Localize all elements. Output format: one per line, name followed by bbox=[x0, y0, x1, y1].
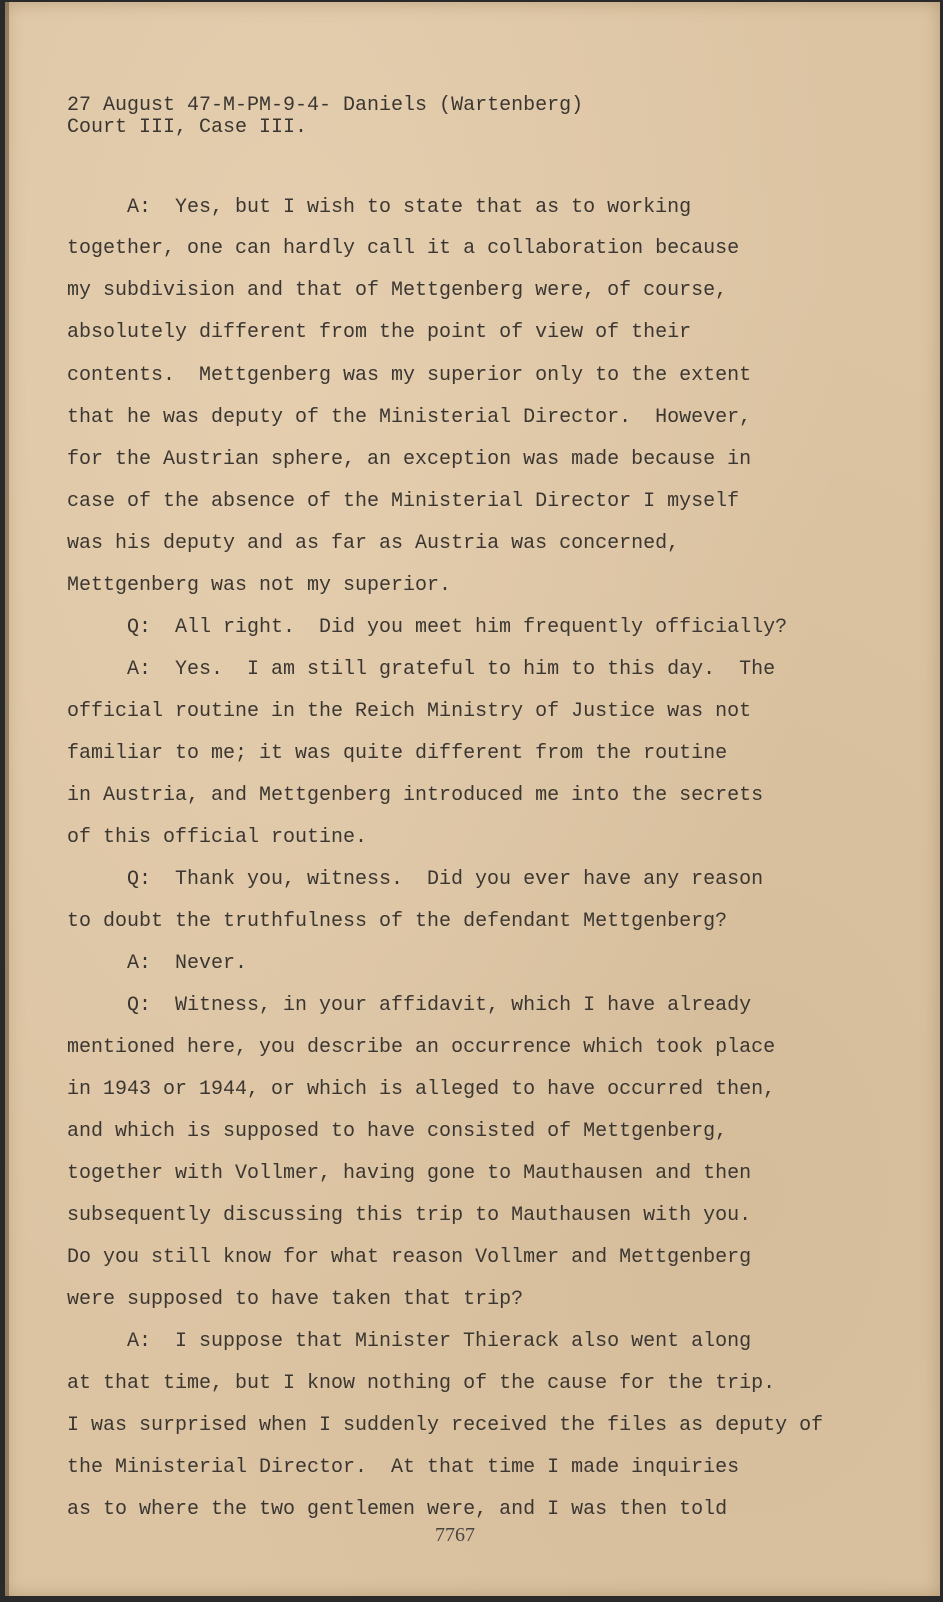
text-line: to doubt the truthfulness of the defendant Mettgenberg? bbox=[67, 910, 728, 933]
text-line: A: Yes. I am still grateful to him to this day. The bbox=[127, 658, 776, 681]
text-line: at that time, but I know nothing of the cause for the trip. bbox=[67, 1372, 776, 1395]
text-line: as to where the two gentlemen were, and I was then told bbox=[67, 1498, 728, 1521]
text-line: official routine in the Reich Ministry of Justice was not bbox=[67, 700, 752, 723]
text-line: the Ministerial Director. At that time I made inquiries bbox=[67, 1456, 740, 1479]
text-line: subsequently discussing this trip to Mauthausen with you. bbox=[67, 1204, 752, 1227]
text-line: I was surprised when I suddenly received the files as deputy of bbox=[67, 1414, 824, 1437]
page-edge-shadow bbox=[5, 2, 9, 1596]
text-line: my subdivision and that of Mettgenberg were, of course, bbox=[67, 279, 728, 302]
text-line: Q: All right. Did you meet him frequently officially? bbox=[127, 616, 788, 639]
text-line: mentioned here, you describe an occurrence which took place bbox=[67, 1036, 776, 1059]
text-line: A: Never. bbox=[127, 952, 248, 975]
transcript-header bbox=[67, 95, 583, 139]
header-line-court-case: Court III, Case III. bbox=[67, 116, 308, 139]
text-line: that he was deputy of the Ministerial Director. However, bbox=[67, 406, 752, 429]
text-line: for the Austrian sphere, an exception was made because in bbox=[67, 448, 752, 471]
text-line: and which is supposed to have consisted of Mettgenberg, bbox=[67, 1120, 728, 1143]
page-number: 7767 bbox=[435, 1524, 475, 1546]
text-line: Mettgenberg was not my superior. bbox=[67, 574, 452, 597]
text-line: contents. Mettgenberg was my superior only to the extent bbox=[67, 364, 752, 387]
text-line: together with Vollmer, having gone to Mauthausen and then bbox=[67, 1162, 752, 1185]
text-line: of this official routine. bbox=[67, 826, 368, 849]
text-line: Q: Witness, in your affidavit, which I have already bbox=[127, 994, 752, 1017]
text-line: A: Yes, but I wish to state that as to working bbox=[127, 196, 692, 219]
text-line: were supposed to have taken that trip? bbox=[67, 1288, 524, 1311]
text-line: in Austria, and Mettgenberg introduced me into the secrets bbox=[67, 784, 764, 807]
text-line: absolutely different from the point of view of their bbox=[67, 321, 692, 344]
text-line: Q: Thank you, witness. Did you ever have any reason bbox=[127, 868, 764, 891]
text-line: familiar to me; it was quite different from the routine bbox=[67, 742, 728, 765]
document-page bbox=[5, 2, 940, 1596]
text-line: was his deputy and as far as Austria was concerned, bbox=[67, 532, 680, 555]
text-line: case of the absence of the Ministerial Director I myself bbox=[67, 490, 740, 513]
text-line: together, one can hardly call it a collaboration because bbox=[67, 237, 740, 260]
header-line-date-session: 27 August 47-M-PM-9-4- Daniels (Wartenberg) bbox=[67, 94, 584, 117]
text-line: A: I suppose that Minister Thierack also went along bbox=[127, 1330, 752, 1353]
text-line: Do you still know for what reason Vollmer and Mettgenberg bbox=[67, 1246, 752, 1269]
text-line: in 1943 or 1944, or which is alleged to have occurred then, bbox=[67, 1078, 776, 1101]
